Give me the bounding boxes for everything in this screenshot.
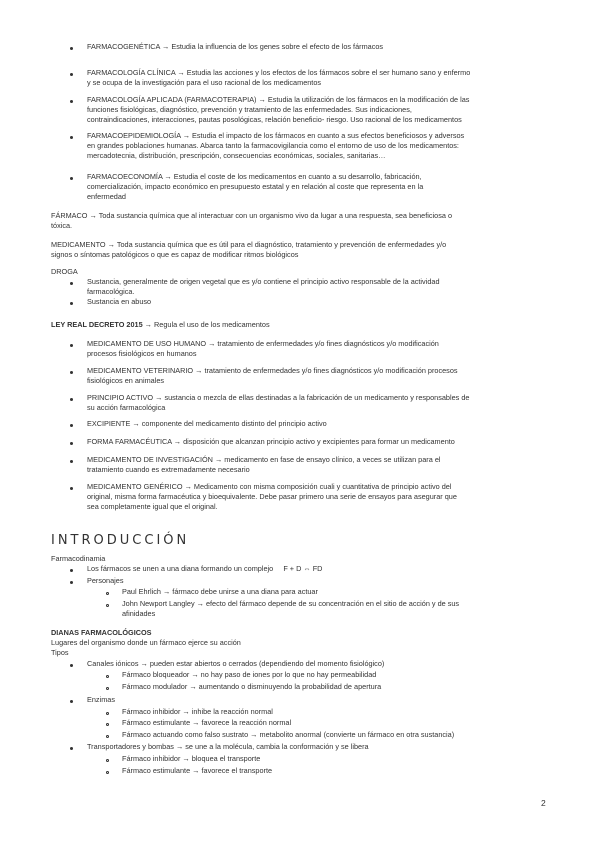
ley-line xyxy=(51,320,270,330)
list-item: FARMACOLOGÍA APLICADA (FARMACOTERAPIA) → Estudia la utilización de los fármacos en la modificación de las xyxy=(87,95,470,104)
sub-bullet xyxy=(106,759,109,762)
bullet xyxy=(70,664,73,667)
list-item: Transportadores y bombas → se une a la molécula, cambia la conformación y se libera xyxy=(87,742,369,751)
sub-list-item: Fármaco modulador → aumentando o disminuyendo la probabilidad de apertura xyxy=(122,682,382,691)
bullet xyxy=(70,487,73,490)
list-item: MEDICAMENTO DE INVESTIGACIÓN → medicamento en fase de ensayo clínico, a veces se utilizan para el xyxy=(87,455,441,464)
sub-list-item: Fármaco bloqueador → no hay paso de iones por lo que no hay permeabilidad xyxy=(122,670,377,679)
list-item: mercadotecnia, distribución, prescripción, consecuencias económicas, sociales, sanitarias… xyxy=(87,151,386,160)
list-item: FARMACOGENÉTICA → Estudia la influencia de los genes sobre el efecto de los fármacos xyxy=(87,42,384,51)
list-item: FARMACOLOGÍA CLÍNICA → Estudia las acciones y los efectos de los fármacos sobre el ser humano sano y enfermo xyxy=(87,68,471,77)
list-item: funciones fisiológicas, diagnóstico, prevención y tratamiento de las enfermedades. Sus indicaciones, xyxy=(87,105,412,114)
farmaco-definition: tóxica. xyxy=(51,221,73,230)
list-item: EXCIPIENTE → componente del medicamento distinto del principio activo xyxy=(87,419,327,428)
sub-bullet xyxy=(106,604,109,607)
bullet xyxy=(70,747,73,750)
list-item: sea completamente igual que el original. xyxy=(87,502,218,511)
bullet xyxy=(70,700,73,703)
list-item: PRINCIPIO ACTIVO → sustancia o mezcla de ellas destinadas a la fabricación de un medicamento y responsables de xyxy=(87,393,470,402)
medicamento-definition: MEDICAMENTO → Toda sustancia química que es útil para el diagnóstico, tratamiento y prevención de enfermedades y/o xyxy=(51,240,447,249)
sub-list-item: Fármaco actuando como falso sustrato → metabolito anormal (convierte un fármaco en otra sustancia) xyxy=(122,730,455,739)
droga-label: DROGA xyxy=(51,267,78,276)
list-item: tratamiento cuando es extremadamente necesario xyxy=(87,465,250,474)
list-item: Canales iónicos → pueden estar abiertos o cerrados (dependiendo del momento fisiológico) xyxy=(87,659,385,668)
sub-bullet xyxy=(106,712,109,715)
bullet xyxy=(70,136,73,139)
bullet xyxy=(70,47,73,50)
list-item: Personajes xyxy=(87,576,124,585)
farmaco-definition: FÁRMACO → Toda sustancia química que al interactuar con un organismo vivo da lugar a una respuesta, sea beneficiosa o xyxy=(51,211,453,220)
list-item: enfermedad xyxy=(87,192,126,201)
list-item: su acción farmacológica xyxy=(87,403,166,412)
bullet xyxy=(70,398,73,401)
list-item: en grandes poblaciones humanas. Abarca tanto la farmacovigilancia como el entorno de uso de los medicamentos: xyxy=(87,141,459,150)
bullet xyxy=(70,581,73,584)
list-item: comercialización, impacto económico en presupuesto estatal y en relación al coste que representa en la xyxy=(87,182,424,191)
section-heading: INTRODUCCIÓN xyxy=(51,533,190,548)
list-item: MEDICAMENTO DE USO HUMANO → tratamiento de enfermedades y/o fines diagnósticos y/o modificación xyxy=(87,339,439,348)
dianas-heading: DIANAS FARMACOLÓGICOS xyxy=(51,628,152,637)
sub-list-item: Paul Ehrlich → fármaco debe unirse a una diana para actuar xyxy=(122,587,318,596)
bullet xyxy=(70,371,73,374)
bullet xyxy=(70,344,73,347)
farmacodinamia-label: Farmacodinamia xyxy=(51,554,106,563)
bullet xyxy=(70,569,73,572)
bullet xyxy=(70,282,73,285)
list-item: Enzimas xyxy=(87,695,115,704)
medicamento-definition: signos o síntomas patológicos o que es capaz de modificar ritmos biológicos xyxy=(51,250,299,259)
bullet xyxy=(70,460,73,463)
list-item: MEDICAMENTO VETERINARIO → tratamiento de enfermedades y/o fines diagnósticos y/o modificación procesos xyxy=(87,366,458,375)
page-number: 2 xyxy=(541,798,546,808)
ley-description: → Regula el uso de los medicamentos xyxy=(142,320,270,329)
list-item: FARMACOEPIDEMIOLOGÍA → Estudia el impacto de los fármacos en cuanto a sus efectos beneficiosos y adversos xyxy=(87,131,465,140)
bullet xyxy=(70,442,73,445)
bullet xyxy=(70,424,73,427)
ley-title: LEY REAL DECRETO 2015 xyxy=(51,320,143,329)
bullet xyxy=(70,73,73,76)
sub-bullet xyxy=(106,735,109,738)
sub-list-item: John Newport Langley → efecto del fármaco depende de su concentración en el sitio de acción y de sus xyxy=(122,599,460,608)
list-item: FORMA FARMACÉUTICA → disposición que alcanzan principio activo y excipientes para formar un medicamento xyxy=(87,437,455,446)
sub-list-item: Fármaco estimulante → favorece la reacción normal xyxy=(122,718,292,727)
sub-bullet xyxy=(106,771,109,774)
list-item: farmacológica. xyxy=(87,287,135,296)
list-item: contraindicaciones, interacciones, pautas posológicas, relación beneficio- riesgo. Uso racional de los medicamentos xyxy=(87,115,462,124)
tipos-label: Tipos xyxy=(51,648,69,657)
list-item: fisiológicos en animales xyxy=(87,376,165,385)
sub-bullet xyxy=(106,675,109,678)
list-item: procesos fisiológicos en humanos xyxy=(87,349,197,358)
sub-bullet xyxy=(106,687,109,690)
list-item: MEDICAMENTO GENÉRICO → Medicamento con misma composición cuali y cuantitativa de principio activo del xyxy=(87,482,452,491)
sub-list-item: Fármaco inhibidor → bloquea el transporte xyxy=(122,754,261,763)
sub-bullet xyxy=(106,592,109,595)
sub-list-item: afinidades xyxy=(122,609,156,618)
dianas-subtitle: Lugares del organismo donde un fármaco ejerce su acción xyxy=(51,638,241,647)
bullet xyxy=(70,177,73,180)
sub-list-item: Fármaco estimulante → favorece el transporte xyxy=(122,766,273,775)
list-item: original, misma forma farmacéutica y bioequivalente. Debe pasar primero una serie de ensayos para asegurar que xyxy=(87,492,457,501)
bullet xyxy=(70,302,73,305)
sub-bullet xyxy=(106,723,109,726)
bullet xyxy=(70,100,73,103)
list-item: FARMACOECONOMÍA → Estudia el coste de los medicamentos en cuanto a su desarrollo, fabricación, xyxy=(87,172,422,181)
list-item: Sustancia en abuso xyxy=(87,297,152,306)
sub-list-item: Fármaco inhibidor → inhibe la reacción normal xyxy=(122,707,273,716)
list-item: Los fármacos se unen a una diana formando un complejo F + D ⇔ FD xyxy=(87,564,323,573)
list-item: y se ocupa de la investigación para el uso racional de los medicamentos xyxy=(87,78,322,87)
list-item: Sustancia, generalmente de origen vegetal que es y/o contiene el principio activo responsable de la actividad xyxy=(87,277,440,286)
